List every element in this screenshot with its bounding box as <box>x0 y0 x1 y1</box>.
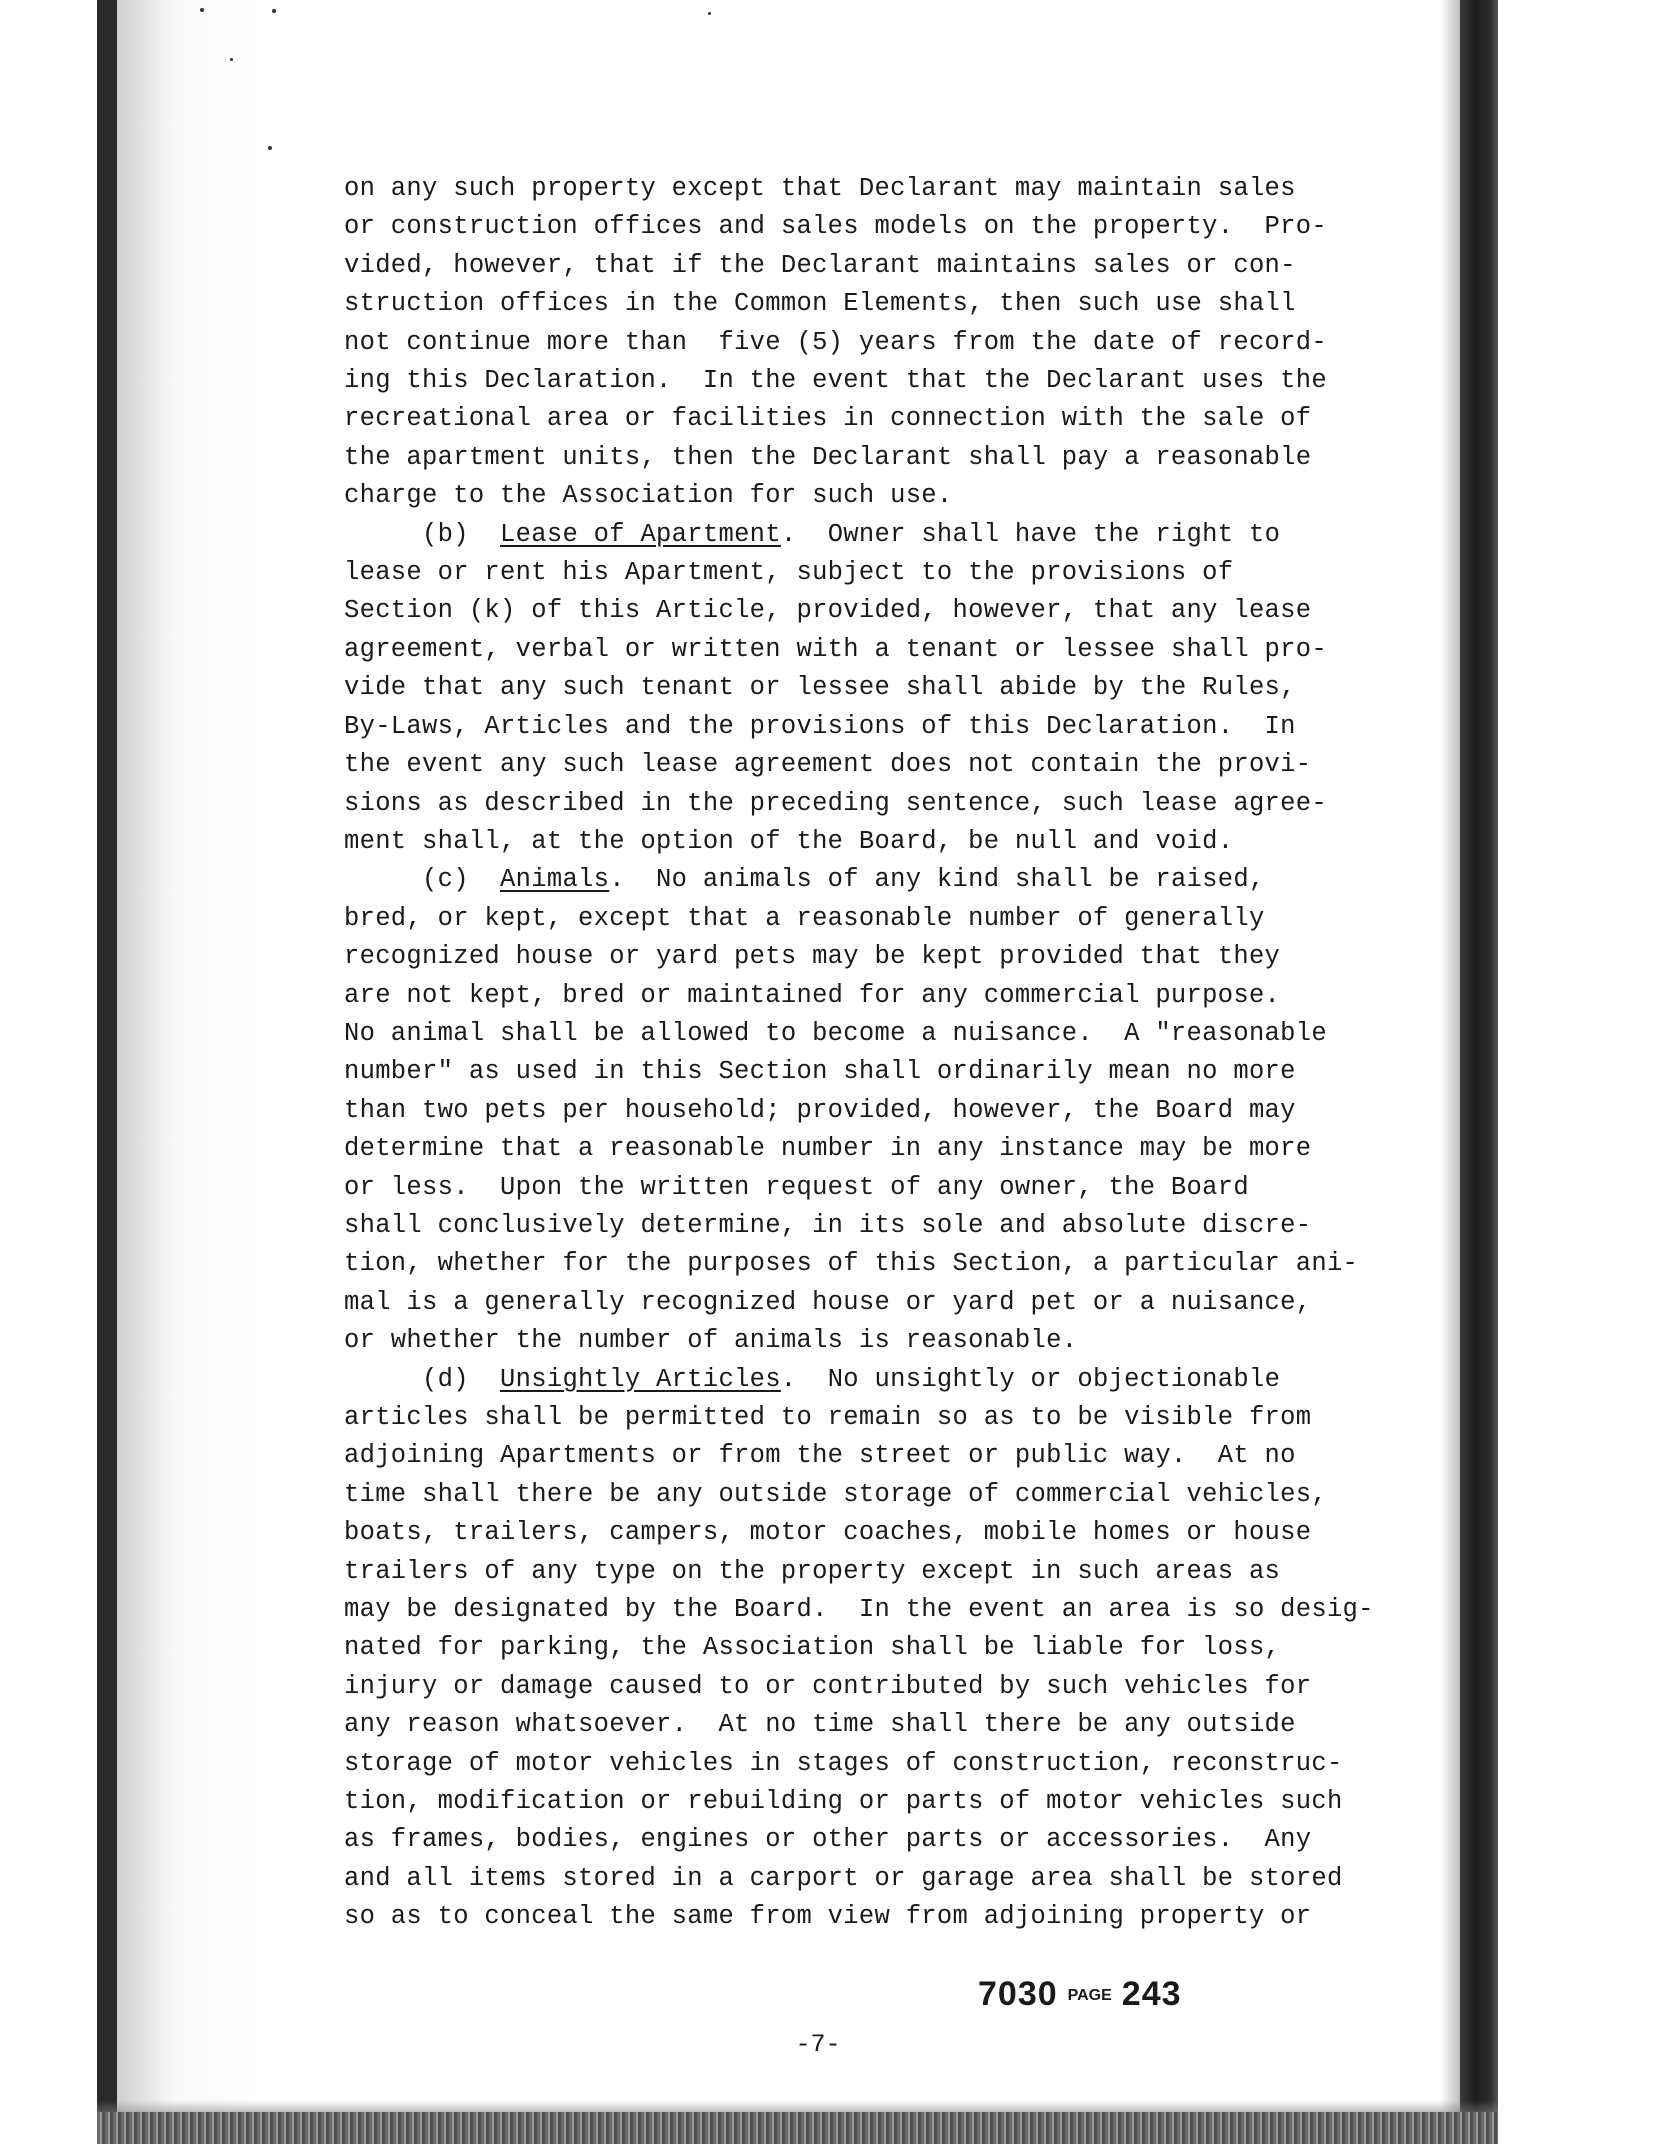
body-line: boats, trailers, campers, motor coaches, mobile homes or house <box>344 1518 1312 1548</box>
scan-shadow-bottom <box>97 2100 1498 2112</box>
body-line: or construction offices and sales models on the property. Pro- <box>344 212 1327 242</box>
body-line: tion, modification or rebuilding or parts of motor vehicles such <box>344 1787 1343 1817</box>
body-line: than two pets per household; provided, however, the Board may <box>344 1095 1296 1125</box>
body-line: agreement, verbal or written with a tenant or lessee shall pro- <box>344 634 1327 664</box>
page-number-footer <box>0 2030 1664 2059</box>
section-heading: Lease of Apartment <box>500 519 781 549</box>
section-animals <box>344 861 1359 1360</box>
section-lease-of-apartment <box>344 516 1354 862</box>
page-label: PAGE <box>1067 1987 1112 2005</box>
body-line: Section (k) of this Article, provided, however, that any lease <box>344 596 1312 626</box>
body-line: and all items stored in a carport or garage area shall be stored <box>344 1863 1343 1893</box>
body-line: as frames, bodies, engines or other parts or accessories. Any <box>344 1825 1312 1855</box>
body-line: ment shall, at the option of the Board, be null and void. <box>344 826 1234 856</box>
body-line: time shall there be any outside storage of commercial vehicles, <box>344 1479 1327 1509</box>
body-line: on any such property except that Declarant may maintain sales <box>344 174 1296 203</box>
section-heading: Unsightly Articles <box>500 1364 781 1394</box>
section-prefix: (d) <box>344 1364 501 1394</box>
document-body <box>344 170 1374 1937</box>
scan-speck <box>268 146 272 150</box>
body-line: nated for parking, the Association shall be liable for loss, <box>344 1633 1281 1663</box>
page-number: -7- <box>795 2030 841 2059</box>
section-first-line <box>344 1361 1354 1399</box>
body-line: the event any such lease agreement does not contain the provi- <box>344 750 1312 780</box>
body-line: number" as used in this Section shall ordinarily mean no more <box>344 1057 1296 1087</box>
body-line: so as to conceal the same from view from adjoining property or <box>344 1902 1312 1932</box>
book-page-stamp <box>978 1975 1182 2014</box>
page-ref-number: 243 <box>1121 1975 1182 2013</box>
scan-speck <box>708 12 711 15</box>
scan-border-bottom <box>97 2112 1498 2144</box>
scan-shadow-left <box>117 0 257 2144</box>
body-line: mal is a generally recognized house or yard pet or a nuisance, <box>344 1287 1312 1317</box>
scan-speck <box>200 8 204 12</box>
scan-shadow-right <box>1440 0 1460 2144</box>
body-line: adjoining Apartments or from the street or public way. At no <box>344 1441 1296 1471</box>
body-line: lease or rent his Apartment, subject to the provisions of <box>344 558 1234 588</box>
body-line: shall conclusively determine, in its sole and absolute discre- <box>344 1210 1312 1240</box>
body-line: vided, however, that if the Declarant maintains sales or con- <box>344 250 1296 280</box>
scan-border-right <box>1460 0 1498 2144</box>
body-line: recreational area or facilities in connection with the sale of <box>344 404 1312 434</box>
body-line: any reason whatsoever. At no time shall there be any outside <box>344 1710 1296 1740</box>
section-first-line-text: . No unsightly or objectionable <box>780 1364 1281 1394</box>
body-line: struction offices in the Common Elements, then such use shall <box>344 289 1296 319</box>
scan-speck <box>272 9 276 13</box>
intro-paragraph <box>344 170 1354 516</box>
body-line: may be designated by the Board. In the event an area is so desig- <box>344 1595 1374 1625</box>
body-line: injury or damage caused to or contributed by such vehicles for <box>344 1671 1312 1701</box>
body-line: articles shall be permitted to remain so as to be visible from <box>344 1403 1312 1432</box>
scan-speck <box>230 58 233 61</box>
body-line: vide that any such tenant or lessee shall abide by the Rules, <box>344 673 1296 703</box>
body-line: or less. Upon the written request of any owner, the Board <box>344 1172 1249 1202</box>
body-line: tion, whether for the purposes of this Section, a particular ani- <box>344 1249 1359 1279</box>
body-line: recognized house or yard pets may be kept provided that they <box>344 942 1281 972</box>
body-line: By-Laws, Articles and the provisions of this Declaration. In <box>344 711 1296 741</box>
body-line: charge to the Association for such use. <box>344 481 953 511</box>
section-first-line-text: . No animals of any kind shall be raised, <box>609 865 1265 895</box>
body-line: ing this Declaration. In the event that the Declarant uses the <box>344 366 1327 396</box>
section-prefix: (b) <box>344 519 501 549</box>
section-heading: Animals <box>500 865 610 895</box>
body-line: bred, or kept, except that a reasonable number of generally <box>344 903 1265 933</box>
body-line: or whether the number of animals is reasonable. <box>344 1326 1078 1356</box>
section-first-line <box>344 861 1354 899</box>
body-line: No animal shall be allowed to become a nuisance. A "reasonable <box>344 1018 1327 1048</box>
body-line: not continue more than five (5) years from the date of record- <box>344 327 1327 357</box>
body-line: determine that a reasonable number in any instance may be more <box>344 1134 1312 1164</box>
scan-border-left <box>97 0 117 2144</box>
body-line: the apartment units, then the Declarant shall pay a reasonable <box>344 442 1312 472</box>
section-prefix: (c) <box>344 865 501 895</box>
section-unsightly-articles <box>344 1361 1374 1937</box>
body-line: trailers of any type on the property except in such areas as <box>344 1556 1281 1586</box>
body-line: sions as described in the preceding sentence, such lease agree- <box>344 788 1327 818</box>
section-first-line-text: . Owner shall have the right to <box>780 519 1281 549</box>
body-line: are not kept, bred or maintained for any commercial purpose. <box>344 980 1281 1010</box>
book-number: 7030 <box>978 1975 1058 2013</box>
body-line: storage of motor vehicles in stages of construction, reconstruc- <box>344 1748 1343 1778</box>
section-first-line <box>344 516 1354 554</box>
